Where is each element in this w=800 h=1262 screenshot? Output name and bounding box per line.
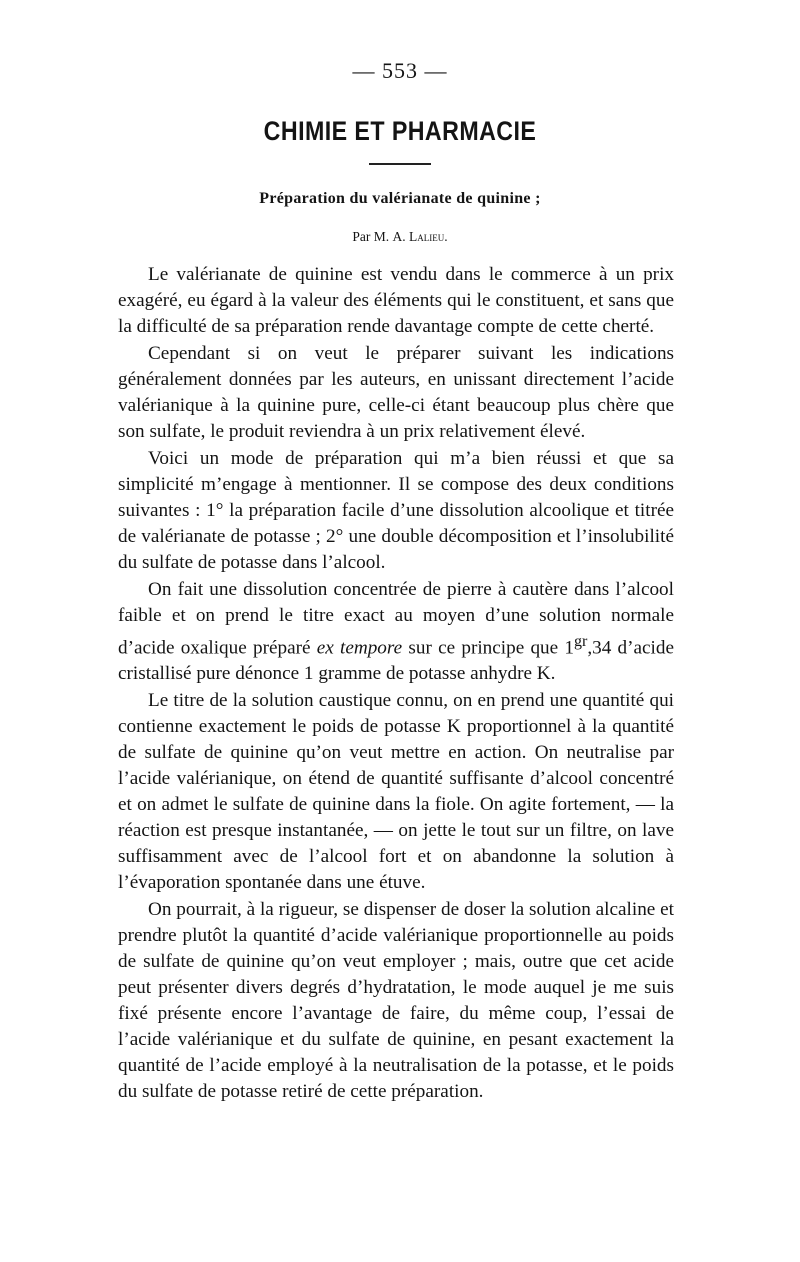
- title-divider: [369, 163, 431, 165]
- paragraph-4-italic: ex tempore: [316, 637, 403, 659]
- paragraph-4-text-b: sur ce principe que 1: [402, 637, 574, 659]
- paragraph-4-text-a: On fait une dissolution concentrée de pierre à cautère dans l’alcool faible et on prend le titre exact au moyen d’une solution normale d’acide oxalique préparé: [118, 579, 674, 659]
- paragraph-4: [118, 577, 674, 687]
- paragraph-6: On pourrait, à la rigueur, se dispenser de doser la solution alcaline et prendre plutôt la quantité d’acide valérianique proportionnelle au poids de sulfate de quinine qu’on veut employer ; mais, outre que cet acide peut présenter divers degrés d’hydratation, le mode auquel je me suis fixé présente encore l’avantage de faire, du même coup, l’essai de l’acide valérianique et du sulfate de quinine, en pesant exactement la quantité de l’acide employé à la neutralisation de la potasse, et le poids du sulfate de potasse retiré de cette préparation.: [118, 899, 674, 1103]
- paragraph-4-text-c: ,34 d’acide cristallisé pure dénonce 1 gramme de potasse anhydre K.: [118, 637, 675, 685]
- gram-unit-superscript: gr: [574, 633, 588, 650]
- paragraph-1: Le valérianate de quinine est vendu dans le commerce à un prix exagéré, eu égard à la valeur des éléments qui le constituent, et sans que la difficulté de sa préparation rende davantage compte de cette cherté.: [118, 264, 674, 337]
- author-name: A. Lalieu.: [392, 229, 448, 244]
- paragraph-2: Cependant si on veut le préparer suivant les indications généralement données par les auteurs, en unissant directement l’acide valérianique à la quinine pure, celle-ci étant beaucoup plus chère que son sulfate, le produit reviendra à un prix relativement élevé.: [118, 343, 674, 442]
- article-title: Préparation du valérianate de quinine ;: [259, 190, 541, 207]
- paragraph-5: Le titre de la solution caustique connu, on en prend une quantité qui contienne exactement le poids de potasse K proportionnel à la quantité de sulfate de quinine qu’on veut mettre en action. On neutralise par l’acide valérianique, on étend de quantité suffisante d’alcool concentré et on admet le sulfate de quinine dans la fiole. On agite fortement, — la réaction est presque instantanée, — on jette le tout sur un filtre, on lave suffisamment avec de l’alcool fort et on abandonne la solution à l’évaporation spontanée dans une étuve.: [118, 690, 674, 894]
- byline: [0, 229, 800, 245]
- section-heading: CHIMIE ET PHARMACIE: [263, 116, 537, 146]
- article-body: [118, 262, 674, 1105]
- byline-prefix: Par M.: [352, 229, 390, 244]
- page-number: — 553 —: [352, 58, 448, 83]
- paragraph-3: Voici un mode de préparation qui m’a bien réussi et que sa simplicité m’engage à mentionner. Il se compose des deux conditions suivantes : 1° la préparation facile d’une dissolution alcoolique et titrée de valérianate de potasse ; 2° une double décomposition et l’insolubilité du sulfate de potasse dans l’alcool.: [118, 448, 674, 573]
